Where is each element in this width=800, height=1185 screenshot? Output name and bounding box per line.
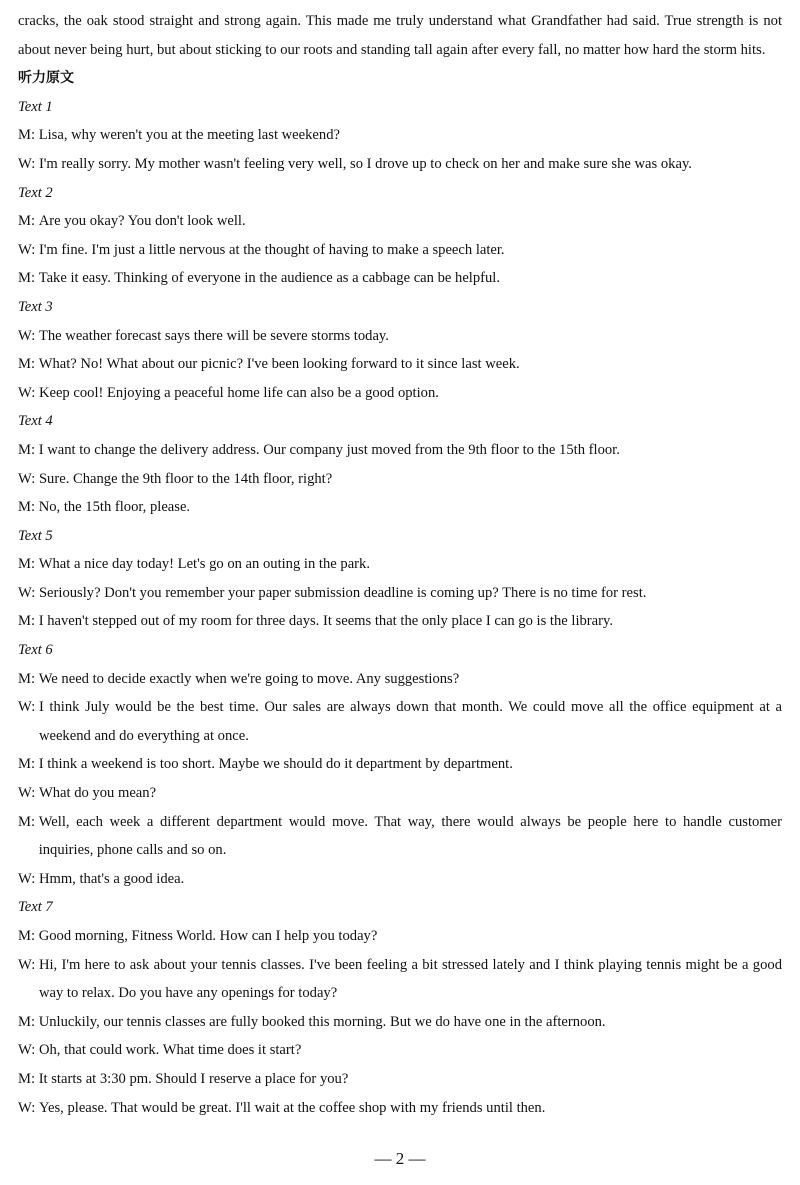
dialogue-line xyxy=(18,379,782,408)
section-label: Text 3 xyxy=(18,298,53,315)
dialogue-line xyxy=(18,1036,782,1065)
speaker-label: M: xyxy=(18,499,39,516)
utterance-text: Lisa, why weren't you at the meeting last weekend? xyxy=(38,127,340,144)
transcript-heading: 听力原文 xyxy=(18,70,74,87)
utterance-text: Hmm, that's a good idea. xyxy=(38,870,185,887)
dialogue-line xyxy=(18,121,782,150)
speaker-label: W: xyxy=(18,470,39,487)
speaker-label: M: xyxy=(18,928,39,944)
utterance-text: I haven't stepped out of my room for three days. It seems that the only place I can go is the library. xyxy=(38,613,614,630)
section-label: Text 6 xyxy=(18,642,53,659)
utterance-text: Seriously? Don't you remember your paper submission deadline is coming up? There is no time for rest. xyxy=(38,584,647,601)
utterance-text: Unluckily, our tennis classes are fully booked this morning. But we do have one in the afternoon. xyxy=(38,1013,606,1030)
utterance-text: I think a weekend is too short. Maybe we should do it department by department. xyxy=(38,756,513,773)
utterance-text: I think July would be the best time. Our sales are always down that month. We could move all the office equipment at a weekend and do everything at once. xyxy=(38,699,782,744)
utterance-text: What do you mean? xyxy=(38,785,157,802)
utterance-text: Hi, I'm here to ask about your tennis classes. I've been feeling a bit stressed lately and I think playing tennis might be a good way to relax. Do you have any openings for today? xyxy=(38,956,782,1002)
utterance-text: Are you okay? You don't look well. xyxy=(38,213,246,230)
section-label: Text 1 xyxy=(18,98,53,115)
speaker-label: M: xyxy=(18,813,39,830)
utterance-text: No, the 15th floor, please. xyxy=(38,499,191,516)
speaker-label: W: xyxy=(18,1042,39,1059)
speaker-label: M: xyxy=(18,756,39,773)
speaker-label: W: xyxy=(18,327,39,344)
dialogue-line xyxy=(18,922,782,951)
dialogue-line xyxy=(18,579,782,608)
speaker-label: W: xyxy=(18,584,39,601)
utterance-text: The weather forecast says there will be severe storms today. xyxy=(38,327,389,344)
dialogue-line xyxy=(18,264,782,293)
utterance-text: What? No! What about our picnic? I've been looking forward to it since last week. xyxy=(38,356,520,373)
speaker-label: M: xyxy=(18,270,39,287)
utterance-text: It starts at 3:30 pm. Should I reserve a place for you? xyxy=(38,1070,349,1087)
utterance-text: Oh, that could work. What time does it start? xyxy=(38,1042,302,1059)
utterance-text: I'm fine. I'm just a little nervous at the thought of having to make a speech later. xyxy=(38,241,505,258)
dialogue-line xyxy=(18,1094,782,1123)
section-label: Text 7 xyxy=(18,899,53,916)
dialogue-line xyxy=(18,808,782,865)
speaker-label: M: xyxy=(18,441,39,458)
dialogue-line xyxy=(18,322,782,351)
speaker-label: W: xyxy=(18,241,39,258)
dialogue-line xyxy=(18,865,782,894)
speaker-label: M: xyxy=(18,1070,39,1087)
story-paragraph: cracks, the oak stood straight and strong again. This made me truly understand what Grandfather had said. True strength is not about never being hurt, but about sticking to our roots and standing tall again after every fall, no matter how hard the storm hits. xyxy=(18,13,782,58)
dialogue-line xyxy=(18,493,782,522)
dialogue-line xyxy=(18,350,782,379)
speaker-label: W: xyxy=(18,785,39,802)
section-label: Text 4 xyxy=(18,413,53,430)
utterance-text: Well, each week a different department would move. That way, there would always be people here to handle customer inquiries, phone calls and so on. xyxy=(38,813,782,859)
speaker-label: M: xyxy=(18,127,39,144)
speaker-label: W: xyxy=(18,956,39,973)
speaker-label: W: xyxy=(18,384,39,401)
speaker-label: M: xyxy=(18,670,39,687)
utterance-text: Good morning, Fitness World. How can I help you today? xyxy=(38,928,378,944)
utterance-text: We need to decide exactly when we're going to move. Any suggestions? xyxy=(38,670,460,687)
dialogue-line xyxy=(18,1065,782,1094)
section-label: Text 5 xyxy=(18,527,53,544)
dialogue-line xyxy=(18,465,782,494)
dialogue-line xyxy=(18,1008,782,1037)
utterance-text: Keep cool! Enjoying a peaceful home life can also be a good option. xyxy=(38,384,439,401)
page-number: — 2 — xyxy=(374,1149,426,1168)
speaker-label: W: xyxy=(18,155,39,172)
utterance-text: What a nice day today! Let's go on an outing in the park. xyxy=(38,556,370,573)
dialogue-line xyxy=(18,607,782,636)
speaker-label: M: xyxy=(18,356,39,373)
utterance-text: Take it easy. Thinking of everyone in the audience as a cabbage can be helpful. xyxy=(38,270,501,287)
speaker-label: M: xyxy=(18,1013,39,1030)
section-label: Text 2 xyxy=(18,184,53,201)
utterance-text: Yes, please. That would be great. I'll wait at the coffee shop with my friends until then. xyxy=(38,1099,546,1116)
dialogue-line xyxy=(18,750,782,779)
dialogue-line xyxy=(18,951,782,1008)
utterance-text: I want to change the delivery address. Our company just moved from the 9th floor to the 15th floor. xyxy=(38,441,620,458)
speaker-label: W: xyxy=(18,699,39,716)
dialogue-line xyxy=(18,236,782,265)
dialogue-line xyxy=(18,665,782,694)
speaker-label: M: xyxy=(18,556,39,573)
speaker-label: W: xyxy=(18,1099,39,1116)
dialogue-line xyxy=(18,693,782,750)
utterance-text: Sure. Change the 9th floor to the 14th floor, right? xyxy=(38,470,333,487)
speaker-label: M: xyxy=(18,213,39,230)
dialogue-line xyxy=(18,207,782,236)
speaker-label: M: xyxy=(18,613,39,630)
utterance-text: I'm really sorry. My mother wasn't feeling very well, so I drove up to check on her and make sure she was okay. xyxy=(38,155,692,172)
transcript-body xyxy=(18,93,782,1122)
dialogue-line xyxy=(18,436,782,465)
dialogue-line xyxy=(18,779,782,808)
dialogue-line xyxy=(18,550,782,579)
dialogue-line xyxy=(18,150,782,179)
speaker-label: W: xyxy=(18,870,39,887)
